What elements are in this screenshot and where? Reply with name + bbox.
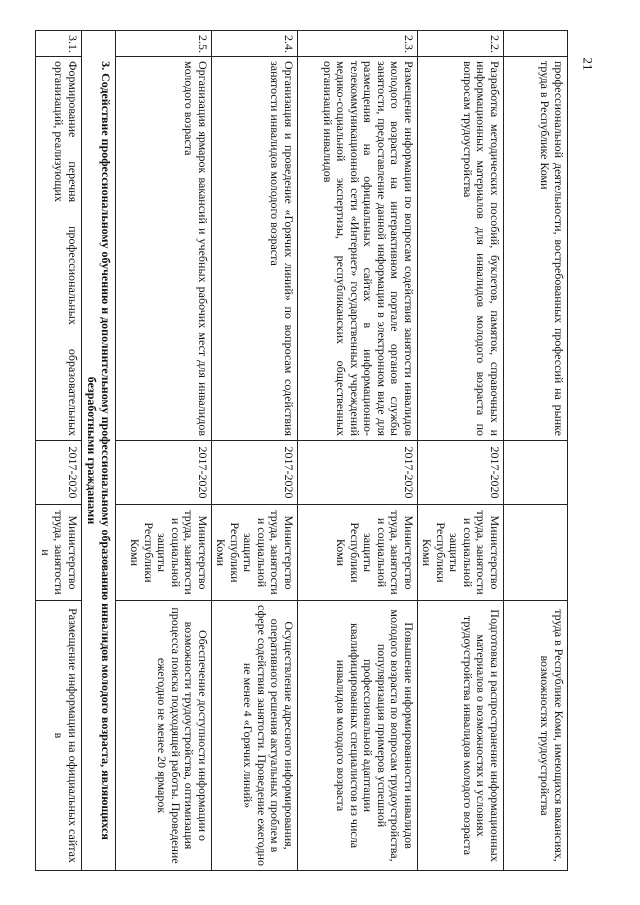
table-row <box>504 31 568 871</box>
row-number: 3.1. <box>36 31 82 57</box>
row-number: 2.2. <box>418 31 504 57</box>
row-result: Обеспечение доступности информации о возможности трудоустройства, оптимизация процесса поиска подходящей работы. Проведение ежегодно не менее 20 ярмарок <box>116 601 212 871</box>
row-description: профессиональной деятельности, востребованных профессий на рынке труда в Республике Коми <box>504 57 568 441</box>
table-row <box>212 31 298 871</box>
row-description: Разработка методических пособий, буклетов, памяток, справочных и информационных материалов для инвалидов молодого возраста по вопросам трудоустройства <box>418 57 504 441</box>
row-period: 2017-2020 <box>212 441 298 505</box>
row-result: труда в Республике Коми, имеющихся вакансиях, возможностях трудоустройства <box>504 601 568 871</box>
row-period: 2017-2020 <box>298 441 418 505</box>
table-row <box>298 31 418 871</box>
table-row <box>36 31 82 871</box>
row-number: 2.3. <box>298 31 418 57</box>
section-header-row <box>82 31 116 871</box>
row-number <box>504 31 568 57</box>
row-number: 2.4. <box>212 31 298 57</box>
row-number: 2.5. <box>116 31 212 57</box>
table-row <box>116 31 212 871</box>
row-period: 2017-2020 <box>418 441 504 505</box>
row-executor: Министерство труда, занятости и <box>36 505 82 601</box>
table-row <box>418 31 504 871</box>
row-description: Организация и проведение «Горячих линий» по вопросам содействия занятости инвалидов молодого возраста <box>212 57 298 441</box>
rotated-table-page <box>39 30 568 870</box>
row-executor <box>504 505 568 601</box>
row-period: 2017-2020 <box>116 441 212 505</box>
row-description: Формирование перечня профессиональных образовательных организаций, реализующих <box>36 57 82 441</box>
row-description: Размещение информации по вопросам содействия занятости инвалидов молодого возраста на интерактивном портале органов службы занятости, предоставление данной информации в электронном виде для размещения на официальных сайтах в информационно-телекоммуникационной сети «Интернет» государственных учреждений медико-социальной экспертизы, республиканских общественных организаций инвалидов <box>298 57 418 441</box>
row-period: 2017-2020 <box>36 441 82 505</box>
row-executor: Министерство труда, занятости и социальной защиты Республики Коми <box>298 505 418 601</box>
section-title: 3. Содействие профессиональному обучению и дополнительному профессиональному образованию инвалидов молодого возраста, являющихся безработными гражданами <box>82 31 116 871</box>
page-number: 21 <box>580 57 596 71</box>
row-executor: Министерство труда, занятости и социальной защиты Республики Коми <box>116 505 212 601</box>
row-result: Осуществление адресного информирования, оперативного решения актуальных проблем в сфере содействия занятости. Проведение ежегодно не менее 4 «Горячих линий» <box>212 601 298 871</box>
row-period <box>504 441 568 505</box>
row-executor: Министерство труда, занятости и социальной защиты Республики Коми <box>212 505 298 601</box>
row-result: Подготовка и распространение информационных материалов о возможностях и условиях трудоустройства инвалидов молодого возраста <box>418 601 504 871</box>
row-result: Размещение информации на официальных сайтах в <box>36 601 82 871</box>
row-description: Организация ярмарок вакансий и учебных рабочих мест для инвалидов молодого возраста <box>116 57 212 441</box>
measures-table <box>36 30 569 871</box>
row-executor: Министерство труда, занятости и социальной защиты Республики Коми <box>418 505 504 601</box>
row-result: Повышение информированности инвалидов молодого возраста по вопросам трудоустройства, популяризация примеров успешной профессиональной адаптации квалифицированных специалистов из числа инвалидов молодого возраста <box>298 601 418 871</box>
